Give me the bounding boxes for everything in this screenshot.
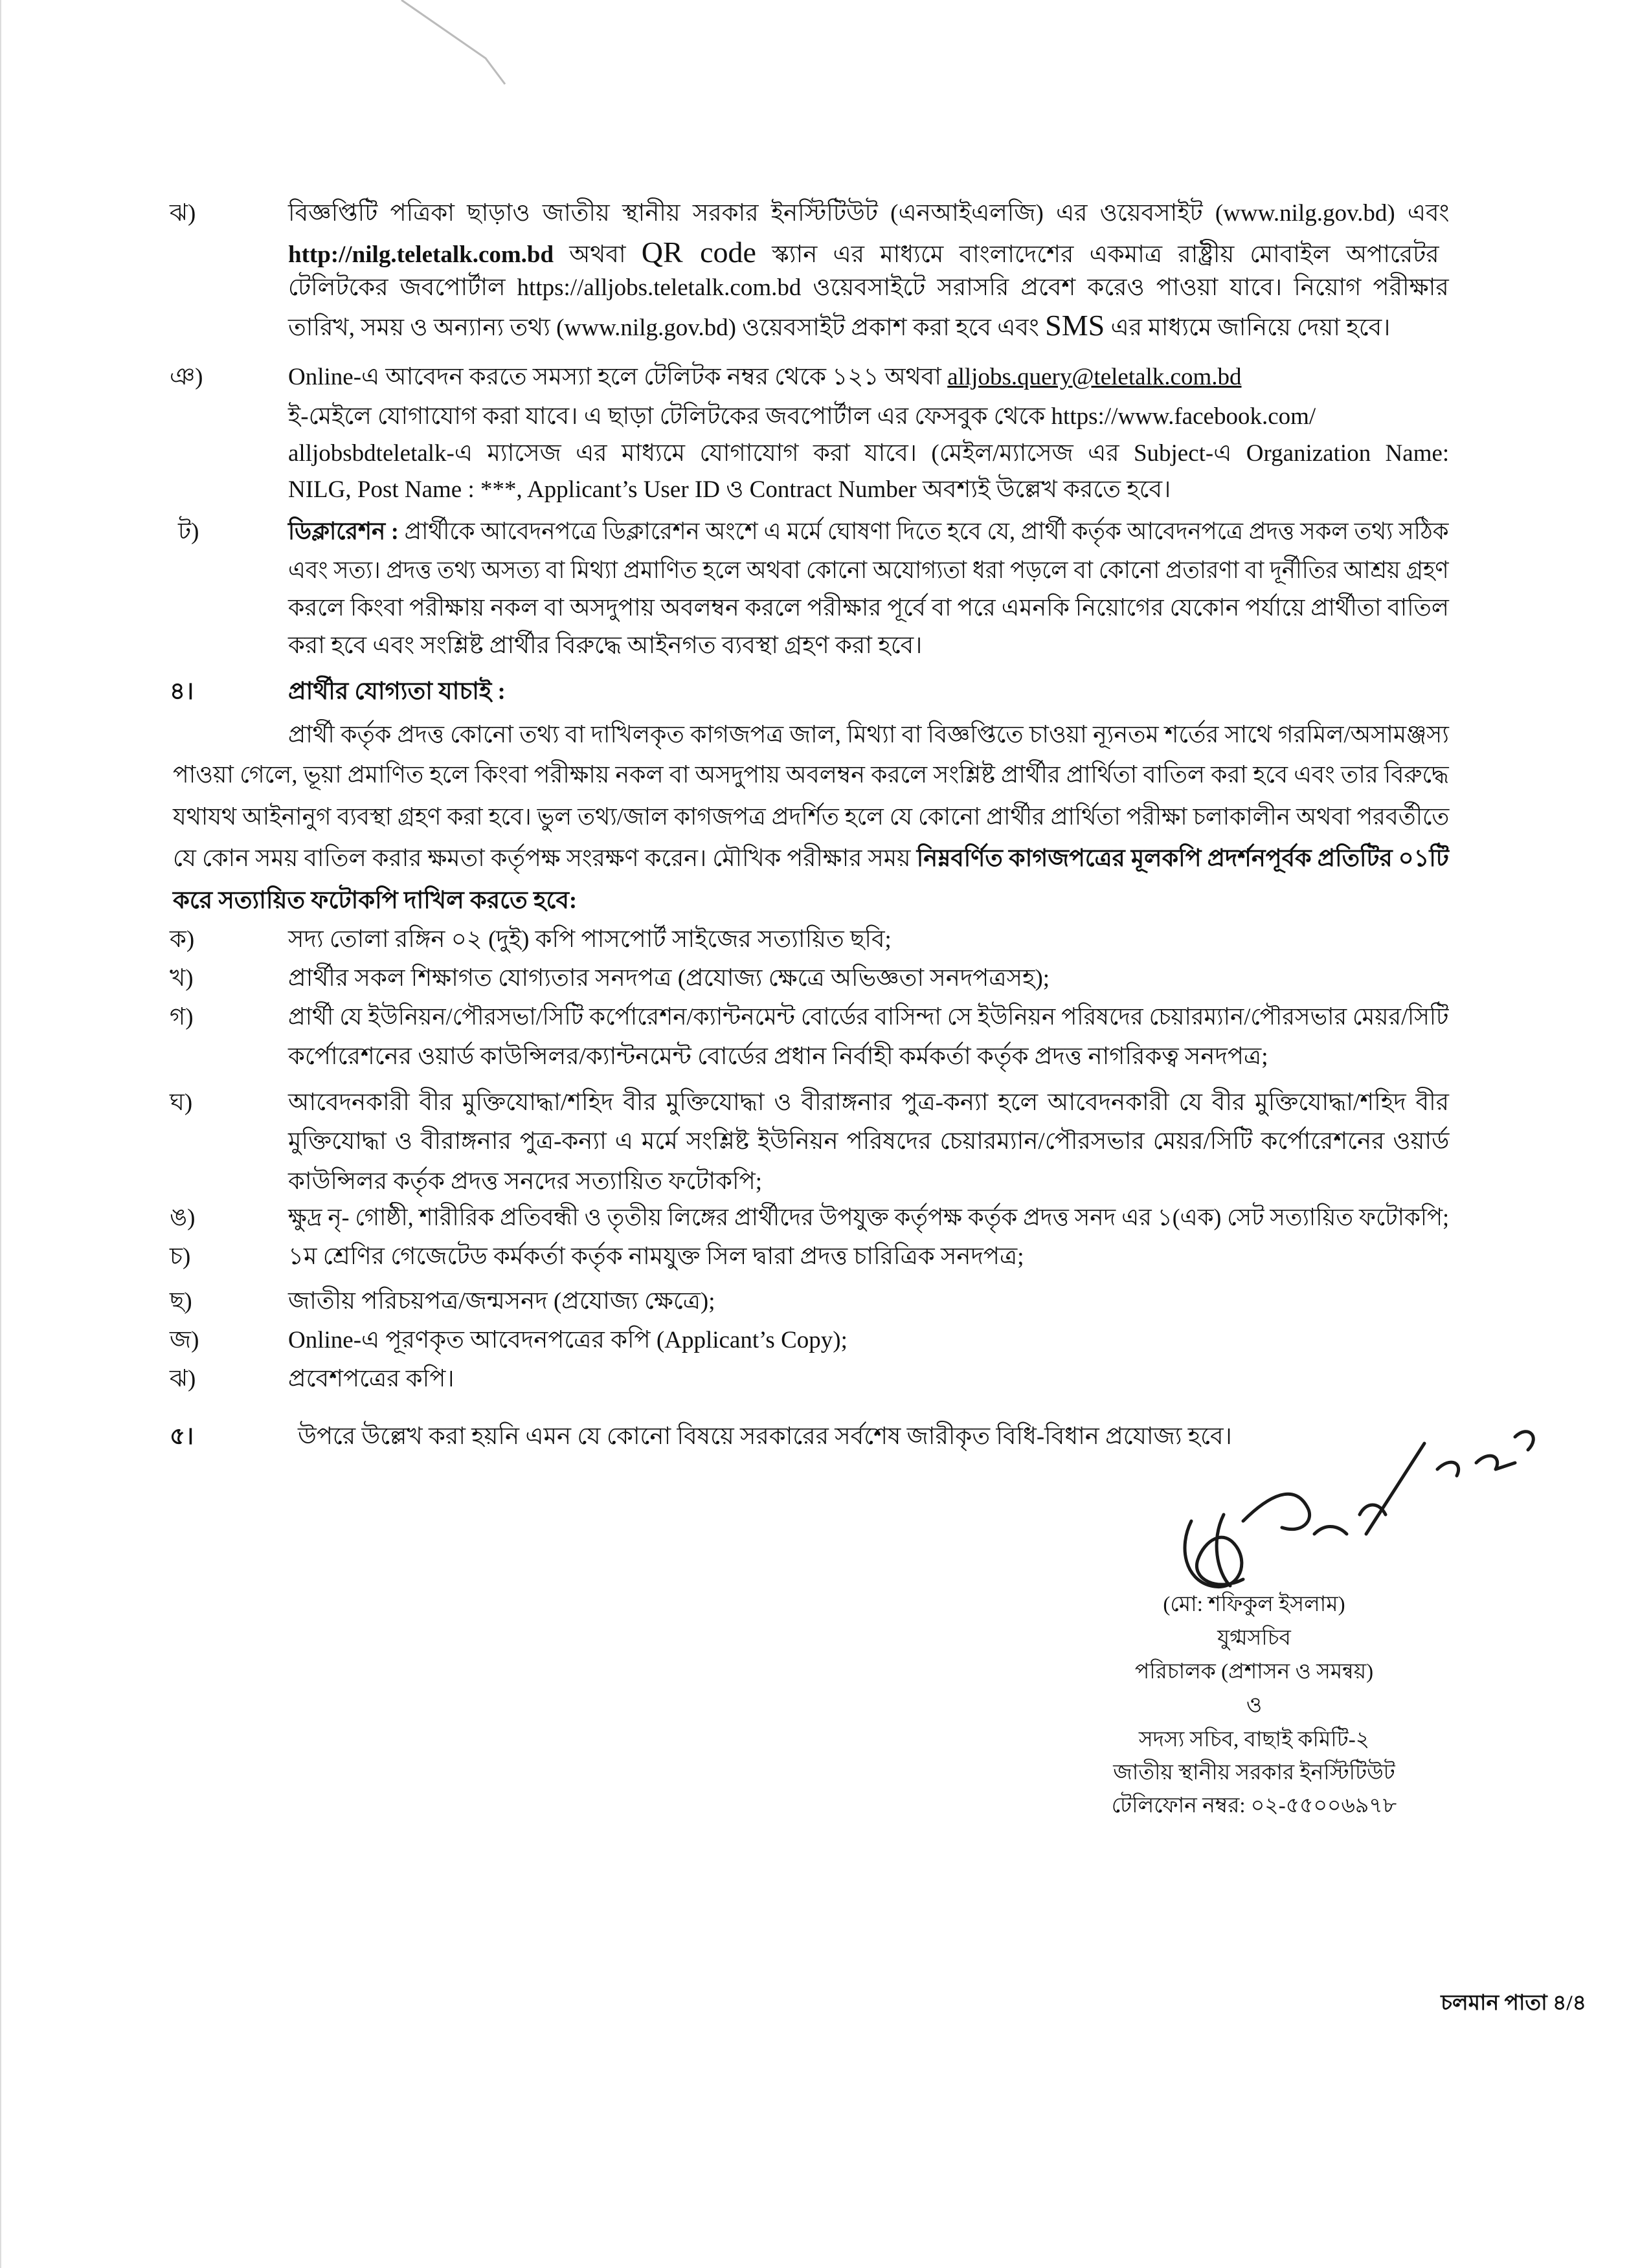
list-item: ১ম শ্রেণির গেজেটেড কর্মকর্তা কর্তৃক নামযুক্ত সিল দ্বারা প্রদত্ত চারিত্রিক সনদপত্র; bbox=[288, 1243, 1024, 1270]
text: এর মাধ্যমে জানিয়ে দেয়া হবে। bbox=[1105, 315, 1391, 341]
section-heading: প্রার্থীর যোগ্যতা যাচাই : bbox=[288, 678, 506, 705]
list-label: ক) bbox=[170, 926, 195, 953]
text-line: NILG, Post Name : ***, Applicant’s User ID ও Contract Number অবশ্যই উল্লেখ করতে হবে। bbox=[288, 476, 1171, 503]
text-line bbox=[173, 839, 1449, 878]
signatory-designation: যুগ্মসচিব bbox=[1217, 1627, 1291, 1650]
list-item: প্রবেশপত্রের কপি। bbox=[288, 1366, 455, 1392]
text-line: করে সত্যায়িত ফটোকপি দাখিল করতে হবে: bbox=[173, 887, 578, 914]
list-label: ঙ) bbox=[170, 1205, 196, 1231]
text-line: প্রার্থী কর্তৃক প্রদত্ত কোনো তথ্য বা দাখিলকৃত কাগজপত্র জাল, মিথ্যা বা বিজ্ঞপ্তিতে চাওয়া ন্যূনতম শর্তের সাথে গরমিল/অসামঞ্জস্য bbox=[288, 722, 1449, 748]
list-item: আবেদনকারী বীর মুক্তিযোদ্ধা/শহিদ বীর মুক্তিযোদ্ধা ও বীরাঙ্গনার পুত্র-কন্যা হলে আবেদনকারী যে বীর মুক্তিযোদ্ধা/শহিদ বীর bbox=[288, 1089, 1450, 1116]
text-line bbox=[288, 306, 1390, 345]
text-line: টেলিটকের জবপোর্টাল https://alljobs.teletalk.com.bd ওয়েবসাইটে সরাসরি প্রবেশ করেও পাওয়া যাবে। নিয়োগ পরীক্ষার bbox=[288, 274, 1449, 301]
text-line: alljobsbdteletalk-এ ম্যাসেজ এর মাধ্যমে যোগাযোগ করা যাবে। (মেইল/ম্যাসেজ এর Subject-এ Organization Name: bbox=[288, 440, 1450, 467]
item-label: ট) bbox=[178, 518, 199, 545]
list-item: কাউন্সিলর কর্তৃক প্রদত্ত সনদের সত্যায়িত ফটোকপি; bbox=[288, 1168, 763, 1195]
item-label: ঝ) bbox=[170, 200, 196, 227]
text-line bbox=[288, 358, 1242, 397]
list-item: প্রার্থীর সকল শিক্ষাগত যোগ্যতার সনদপত্র (প্রযোজ্য ক্ষেত্রে অভিজ্ঞতা সনদপত্রসহ); bbox=[288, 965, 1050, 992]
section-number: ৪। bbox=[170, 678, 194, 705]
text: QR code bbox=[641, 236, 756, 269]
list-item: প্রার্থী যে ইউনিয়ন/পৌরসভা/সিটি কর্পোরেশন/ক্যান্টনমেন্ট বোর্ডের বাসিন্দা সে ইউনিয়ন পরিষদের চেয়ারম্যান/পৌরসভার মেয়র/সিটি bbox=[288, 1004, 1449, 1030]
list-item: Online-এ পূরণকৃত আবেদনপত্রের কপি (Applicant’s Copy); bbox=[288, 1327, 848, 1353]
email-link[interactable]: alljobs.query@teletalk.com.bd bbox=[947, 364, 1242, 390]
text-line: উপরে উল্লেখ করা হয়নি এমন যে কোনো বিষয়ে সরকারের সর্বশেষ জারীকৃত বিধি-বিধান প্রযোজ্য হবে। bbox=[298, 1423, 1232, 1450]
section-number: ৫। bbox=[170, 1423, 194, 1450]
text: প্রার্থীকে আবেদনপত্রে ডিক্লারেশন অংশে এ মর্মে ঘোষণা দিতে হবে যে, প্রার্থী কর্তৃক আবেদনপত্রে প্রদত্ত সকল তথ্য সঠিক bbox=[404, 518, 1449, 545]
text-line: বিজ্ঞপ্তিটি পত্রিকা ছাড়াও জাতীয় স্থানীয় সরকার ইনস্টিটিউট (এনআইএলজি) এর ওয়েবসাইট (www.nilg.gov.bd) এবং bbox=[288, 200, 1450, 227]
text-line bbox=[288, 513, 1449, 551]
list-label: ঘ) bbox=[170, 1089, 193, 1116]
text: স্ক্যান এর মাধ্যমে বাংলাদেশের একমাত্র রাষ্ট্রীয় মোবাইল অপারেটর bbox=[756, 241, 1439, 268]
signatory-conjunction: ও bbox=[1246, 1694, 1263, 1717]
text-line: এবং সত্য। প্রদত্ত তথ্য অসত্য বা মিথ্যা প্রমাণিত হলে অথবা কোনো অযোগ্যতা ধরা পড়লে বা কোনো প্রতারণা বা দূর্নীতির আশ্রয় গ্রহণ bbox=[288, 557, 1449, 584]
list-label: খ) bbox=[170, 965, 194, 992]
list-label: চ) bbox=[170, 1243, 191, 1270]
text-line: যথাযথ আইনানুগ ব্যবস্থা গ্রহণ করা হবে। ভুল তথ্য/জাল কাগজপত্র প্রদর্শিত হলে যে কোনো প্রার্থীর প্রার্থিতা পরীক্ষা চলাকালীন অথবা পরবর্তীতে bbox=[173, 804, 1450, 830]
list-label: গ) bbox=[170, 1004, 194, 1030]
signature-date-stroke bbox=[1314, 1432, 1533, 1534]
list-label: ঝ) bbox=[170, 1366, 196, 1392]
signatory-designation: সদস্য সচিব, বাছাই কমিটি-২ bbox=[1138, 1728, 1370, 1751]
signatory-designation: পরিচালক (প্রশাসন ও সমন্বয়) bbox=[1134, 1660, 1374, 1684]
text-bold: নিম্নবর্ণিত কাগজপত্রের মূলকপি প্রদর্শনপূর্বক প্রতিটির ০১টি bbox=[916, 845, 1449, 872]
text-line: করলে কিংবা পরীক্ষায় নকল বা অসদুপায় অবলম্বন করলে পরীক্ষার পূর্বে বা পরে এমনকি নিয়োগের যেকোন পর্যায়ে প্রার্থীতা বাতিল bbox=[288, 595, 1449, 621]
text-line: পাওয়া গেলে, ভূয়া প্রমাণিত হলে কিংবা পরীক্ষায় নকল বা অসদুপায় অবলম্বন করলে সংশ্লিষ্ট প্রার্থীর প্রার্থিতা বাতিল করা হবে এবং তার বিরুদ্ধে bbox=[173, 762, 1449, 788]
text-line: ই-মেইলে যোগাযোগ করা যাবে। এ ছাড়া টেলিটকের জবপোর্টাল এর ফেসবুক থেকে https://www.facebook.com/ bbox=[288, 403, 1316, 430]
text: Online-এ আবেদন করতে সমস্যা হলে টেলিটক নম্বর থেকে ১২১ অথবা bbox=[288, 364, 948, 390]
text-line: করা হবে এবং সংশ্লিষ্ট প্রার্থীর বিরুদ্ধে আইনগত ব্যবস্থা গ্রহণ করা হবে। bbox=[288, 632, 923, 659]
text-line bbox=[288, 233, 1439, 272]
page-number: চলমান পাতা ৪/৪ bbox=[1441, 1992, 1586, 2015]
text: তারিখ, সময় ও অন্যান্য তথ্য (www.nilg.gov.bd) ওয়েবসাইট প্রকাশ করা হবে এবং bbox=[288, 315, 1046, 341]
item-label: ঞ) bbox=[170, 364, 203, 390]
text: SMS bbox=[1045, 309, 1105, 342]
link-nilg-teletalk[interactable]: http://nilg.teletalk.com.bd bbox=[288, 241, 554, 268]
declaration-heading: ডিক্লারেশন : bbox=[288, 518, 405, 545]
list-item: ক্ষুদ্র নৃ- গোষ্ঠী, শারীরিক প্রতিবন্ধী ও তৃতীয় লিঙ্গের প্রার্থীদের উপযুক্ত কর্তৃপক্ষ কর্তৃক প্রদত্ত সনদ এর ১(এক) সেট সত্যায়িত ফটোকপি; bbox=[288, 1205, 1450, 1231]
text: যে কোন সময় বাতিল করার ক্ষমতা কর্তৃপক্ষ সংরক্ষণ করেন। মৌখিক পরীক্ষার সময় bbox=[173, 845, 917, 872]
text: অথবা bbox=[554, 241, 642, 268]
signatory-name: (মো: শফিকুল ইসলাম) bbox=[1163, 1593, 1345, 1616]
list-item: জাতীয় পরিচয়পত্র/জন্মসনদ (প্রযোজ্য ক্ষেত্রে); bbox=[288, 1288, 715, 1315]
signatory-organization: জাতীয় স্থানীয় সরকার ইনস্টিটিউট bbox=[1113, 1761, 1395, 1784]
list-label: ছ) bbox=[170, 1288, 192, 1315]
list-item: সদ্য তোলা রঙ্গিন ০২ (দুই) কপি পাসপোর্ট সাইজের সত্যায়িত ছবি; bbox=[288, 926, 892, 953]
list-item: মুক্তিযোদ্ধা ও বীরাঙ্গনার পুত্র-কন্যা এ মর্মে সংশ্লিষ্ট ইউনিয়ন পরিষদের চেয়ারম্যান/পৌরসভার মেয়র/সিটি কর্পোরেশনের ওয়ার্ড bbox=[288, 1128, 1450, 1155]
list-item: কর্পোরেশনের ওয়ার্ড কাউন্সিলর/ক্যান্টনমেন্ট বোর্ডের প্রধান নির্বাহী কর্মকর্তা কর্তৃক প্রদত্ত নাগরিকত্ব সনদপত্র; bbox=[288, 1043, 1268, 1070]
signatory-phone: টেলিফোন নম্বর: ০২-৫৫০০৬৯৭৮ bbox=[1111, 1794, 1397, 1818]
signature-scribble bbox=[1185, 1494, 1310, 1586]
list-label: জ) bbox=[170, 1327, 199, 1353]
